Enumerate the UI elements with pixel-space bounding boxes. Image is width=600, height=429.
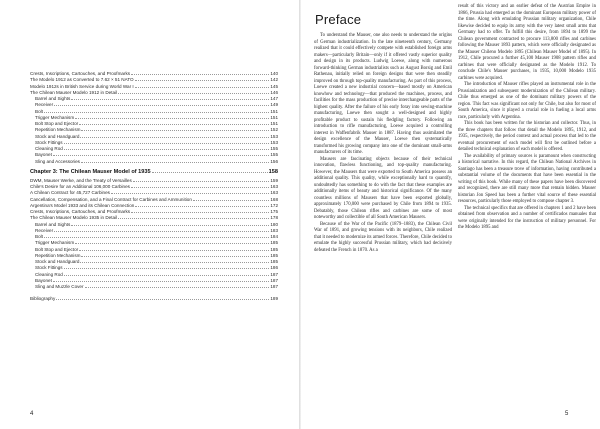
toc-entry-page: 140 [270,71,278,76]
toc-entry-title: Stock and Handguard [35,133,80,139]
toc-leader-dots [54,101,269,106]
toc-entry-page: 145 [270,83,278,89]
right-page-number: 5 [565,411,569,417]
toc-leader-dots [53,151,269,156]
toc-leader-dots [71,95,269,100]
toc-leader-dots [135,76,270,81]
left-page-number: 4 [30,411,34,417]
toc-entry-title: Chapter 3: The Chilean Mauser Model of 1935 [30,168,151,175]
page-gutter [299,0,301,429]
toc-entry-title: Barrel and Sights [35,96,71,101]
toc-entry-page: 185 [270,259,278,264]
toc-leader-dots [118,89,269,94]
toc-entry-title: Argentina's Model 1933 and its Chilean Connection [30,202,135,208]
toc-entry-title: Repetition Mechanism [35,127,81,133]
toc-leader-dots [85,283,270,288]
preface-column-1 [314,33,452,405]
preface-paragraph: Because of the War of the Pacific (1879–1883), the Chilean Civil War of 1891, and growing tensions with its neighbors, Chile realized that it needed to modernize its armed forces. Therefore, Chile decided to emulate the highly successful Prussian military, which had decisively defeated the French in 1870. As a [314,221,452,253]
toc-leader-dots [71,221,269,226]
toc-entry-page: 151 [270,114,278,120]
toc-entry-title: Stock and Handguard [35,259,80,264]
toc-entry-page: 187 [270,277,278,283]
toc-leader-dots [152,168,268,173]
toc-entry-title: DWM, Mauser Werke, and the Treaty of Versailles [30,177,132,183]
toc-entry-title: Receiver [35,102,54,108]
preface-paragraph: The technical specifics that are offered in chapters 1 and 2 have been obtained from observation and a number of certificados manuales that were originally intended for the instruction of military personnel. For the Modelo 1895 and [458,205,596,230]
toc-leader-dots [64,145,269,150]
toc-leader-dots [64,139,270,144]
toc-entry-title: The Chilean Mauser Modelo 1935 in Detail [30,215,118,221]
toc-entry-page: 180 [270,221,278,227]
toc-entry [30,295,278,301]
toc-entry-title: Stock Fittings [35,139,63,145]
toc-entry-title: Modelo 1912s in British Service during World War I [30,83,134,89]
toc-entry-page: 185 [270,246,278,252]
toc-entry-title: Cleaning Rod [35,271,63,277]
toc-entry-page: 156 [270,158,278,164]
toc-leader-dots [44,233,269,238]
toc-leader-dots [79,246,269,251]
toc-entry-title: Bayonet [35,152,52,158]
toc-entry-page: 153 [270,133,278,139]
preface-paragraph: To understand the Mauser, one also needs to understand the origins of German industrialization. In the late nineteenth century, Germany realized that it could effectively compete with established foreign arms makers—particularly Britain—only if it offered vastly superior quality and design in its products. Ludwig Loewe, along with numerous forward-thinking German industrialists such as August Borsig and Emil Rathenau, initially relied on foreign designs that were then steadily improved on through top-quality manufacturing. As part of this process, Loewe created a new industrial concern—based mostly on American knowhow and technology—that produced the machines, process, and facilities for the mass production of precise interchangeable parts of the highest quality. After the failure of his early foray into sewing-machine manufacturing, Loewe then sought a well-designed and highly profitable product to sustain his fledgling factory. Following an introduction to rifle manufacturing, Loewe acquired a controlling interest in Waffenfabrik Mauser in 1887. Having thus assimilated the design excellence of the Mauser, Loewe then systematically transformed his growing company into one of the dominant small-arms manufacturers of its time. [314,33,452,155]
toc-entry-page: 152 [270,127,278,133]
toc-leader-dots [81,252,269,257]
toc-entry-page: 187 [270,271,278,277]
toc-leader-dots [193,196,269,201]
toc-entry-title: A Chilean Contract for 45,727 Carbines [30,190,110,196]
toc-entry-title: Bibliography [30,296,56,302]
toc-entry-page: 142 [270,77,278,83]
toc-leader-dots [64,264,270,269]
toc-entry-page: 163 [270,184,278,189]
toc-leader-dots [118,214,269,219]
toc-entry-page: 183 [270,227,278,233]
toc-entry-title: Barrel and Sights [35,221,71,227]
toc-leader-dots [79,120,269,125]
toc-entry-title: The Modelo 1912 as Converted to 7.62 × 51 NATO [30,77,134,83]
toc-leader-dots [131,208,269,213]
toc-entry-title: Repetition Mechanism [35,252,81,258]
toc-leader-dots [75,114,269,119]
toc-entry-page: 189 [270,296,278,302]
toc-leader-dots [135,83,270,88]
toc-entry-page: 151 [270,108,278,114]
preface-column-2 [458,4,596,408]
toc-entry-page: 175 [270,209,278,214]
toc-leader-dots [75,239,269,244]
toc-entry-page: 149 [270,102,278,108]
toc-entry [30,158,278,164]
toc-entry-page: 147 [270,96,278,101]
toc-leader-dots [133,177,270,182]
toc-entry-page: 185 [270,240,278,246]
toc-leader-dots [53,277,269,282]
toc-entry-title: Receiver [35,227,54,233]
toc-leader-dots [131,70,269,75]
toc-chapter-heading [30,168,278,177]
toc-entry-page: 151 [270,121,278,126]
toc-entry-title: The Chilean Mauser Modelo 1912 in Detail [30,89,118,95]
toc-entry-page: 163 [270,190,278,196]
toc-entry-page: 155 [270,152,278,158]
toc-entry-title: Bolt Stop and Ejector [35,246,79,252]
toc-entry-page: 146 [270,89,278,95]
toc-entry-page: 153 [270,139,278,145]
toc-entry-title: Sling and Accessories [35,158,80,164]
toc-entry-title: Bolt [35,108,43,114]
toc-entry-page: 178 [270,215,278,221]
toc-entry-page: 185 [270,252,278,258]
toc-leader-dots [56,295,269,300]
toc-entry-title: Cancellation, Compensation, and a Final Contract for Carbines and Ammunition [30,196,192,202]
toc-leader-dots [64,271,269,276]
toc-entry-title: Chile's Desire for an Additional 106,000 Carbines [30,184,130,189]
toc-entry-title: Bolt Stop and Ejector [35,121,79,126]
toc-entry-page: 158 [268,168,278,175]
toc-entry-page: 159 [270,177,278,183]
toc-entry-page: 168 [270,196,278,202]
toc-entry-title: Trigger Mechanism [35,240,75,246]
preface-paragraph: Mausers are fascinating objects because of their technical innovation, flawless functioning, and top-quality manufacturing. However, the Mausers that were exported to South America possess an additional quality. This quality, while exceptionally hard to quantify, undoubtedly has something to do with the fact that these examples are additionally items of beauty and historical significance. Of the many countless millions of Mausers that have been exported globally, approximately 170,000 were purchased by Chile from 1894 to 1935. Debatably, those Chilean rifles and carbines are some of most noteworthy and collectible of all South American Mausers. [314,156,452,220]
toc-entry-title: Sling and Muzzle Cover [35,284,84,289]
toc-entry-title: Crests, Inscriptions, Cartouches, and Proofmarks [30,209,131,214]
toc-leader-dots [80,133,269,138]
toc-entry-page: 186 [270,265,278,271]
toc-entry-title: Stock Fittings [35,265,63,271]
toc-leader-dots [111,189,269,194]
toc-entry-title: Cleaning Rod [35,146,63,151]
toc-leader-dots [81,126,269,131]
table-of-contents [30,70,278,302]
toc-entry [30,283,278,289]
toc-entry-page: 155 [270,146,278,151]
toc-entry-page: 187 [270,284,278,289]
toc-leader-dots [80,258,269,263]
toc-entry-page: 172 [270,202,278,208]
toc-entry-page: 184 [270,234,278,239]
preface-paragraph: result of this victory and an earlier defeat of the Austrian Empire in 1866, Prussia had emerged as the dominant European military power of the time. Along with emulating Prussian military organization, Chile likewise decided to equip its army with the very latest small arms that Germany had to offer. To fulfill this desire, from 1894 to 1899 the Chilean government contracted to procure 113,800 rifles and carbines following the Mauser 1893 pattern, which were officially designated as the Mauser Chileno Modelo 1895 (Chilean Mauser Model of 1895). In 1912, Chile procured a further 45,100 Mauser 1908 pattern rifles and carbines that were officially designated as the Modelo 1912. To conclude Chile's Mauser purchases, in 1935, 10,000 Modelo 1935 carbines were acquired. [458,4,596,81]
toc-entry-title: Trigger Mechanism [35,114,75,120]
toc-entry-title: Bayonet [35,277,52,283]
toc-leader-dots [44,108,269,113]
toc-leader-dots [131,183,269,188]
toc-leader-dots [135,202,269,207]
toc-leader-dots [54,227,269,232]
preface-paragraph: The introduction of Mauser rifles played an instrumental role in the Prussianization and subsequent modernization of the Chilean military. Chile thus emerged as one of the dominant military powers of the region. This fact was significant not only for Chile, but also for most of South America, since it played a crucial role in fueling a local arms race, particularly with Argentina. [458,82,596,120]
toc-entry-title: Bolt [35,234,43,239]
toc-entry-title: Crests, Inscriptions, Cartouches, and Proofmarks [30,71,131,76]
preface-paragraph: The availability of primary sources is paramount when constructing a historical narrative. In this regard, the Chilean National Archives in Santiago has been a treasure trove of information, having contributed a substantial volume of the documents that have been essential in the writing of this book. While many of these papers have been discovered and recognized, there are still many more that remain hidden. Mauser historian Jon Speed has been a further vital source of these essential resources, particularly those employed to compose chapter 3. [458,153,596,204]
preface-title: Preface [315,12,362,27]
preface-paragraph: This book has been written for the historian and collector. Thus, in the three chapters that follow that detail the Modelo 1895, 1912, and 1935, respectively, the period context and actual process that led to the eventual procurement of each model will first be outlined before a detailed technical explanation of each model is offered. [458,121,596,152]
toc-leader-dots [81,158,269,163]
